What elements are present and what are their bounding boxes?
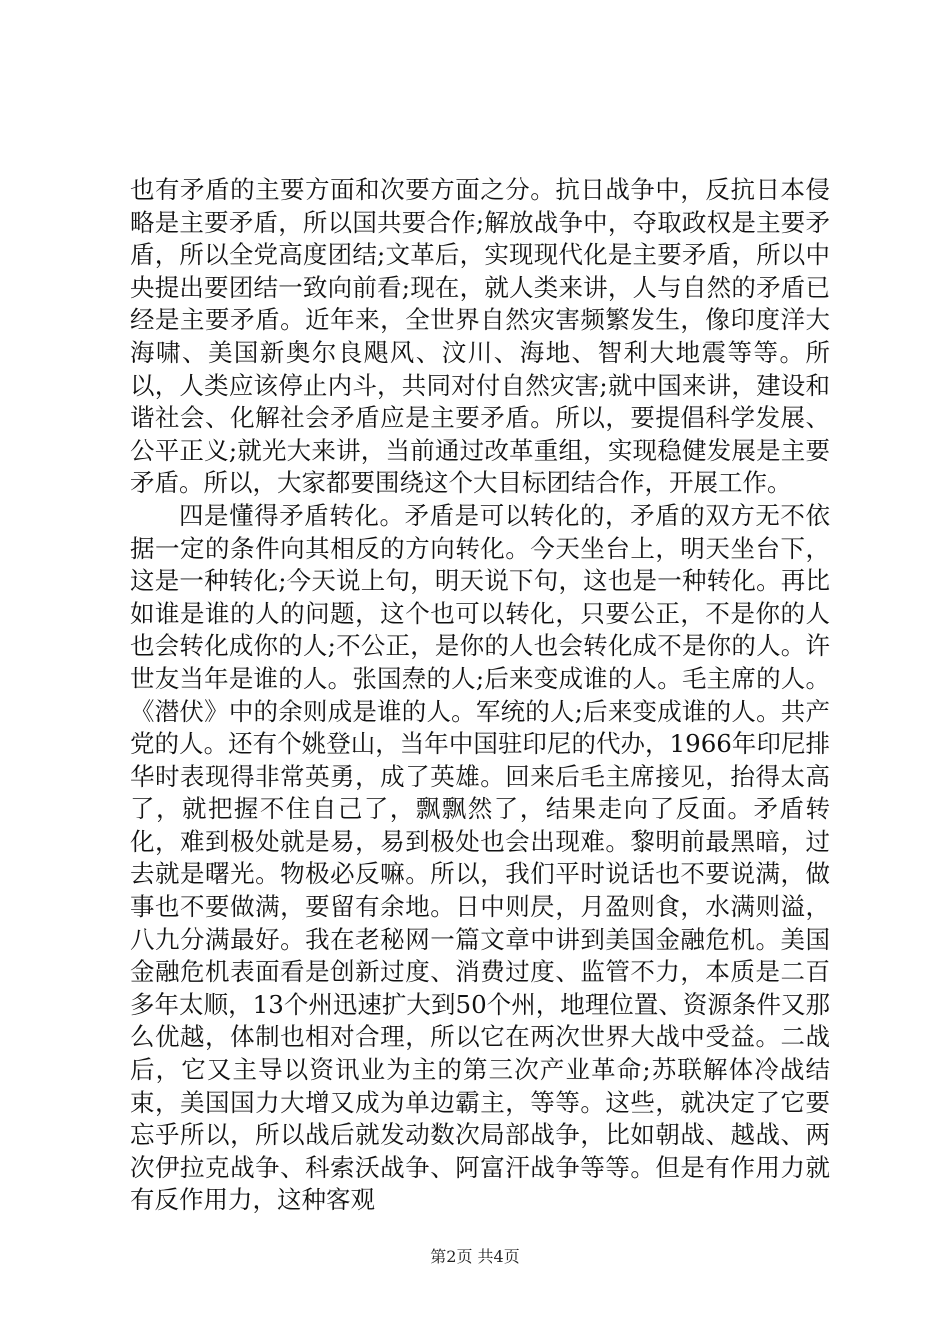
paragraph-1: 也有矛盾的主要方面和次要方面之分。抗日战争中，反抗日本侵略是主要矛盾，所以国共要合作;解放战争中，夺取政权是主要矛盾，所以全党高度团结;文革后，实现现代化是主要矛盾，所以中央提出要团结一致向前看;现在，就人类来讲，人与自然的矛盾已经是主要矛盾。近年来，全世界自然灾害频繁发生，像印度洋大海啸、美国新奥尔良飓风、汶川、海地、智利大地震等等。所以，人类应该停止内斗，共同对付自然灾害;就中国来讲，建设和谐社会、化解社会矛盾应是主要矛盾。所以，要提倡科学发展、公平正义;就光大来讲，当前通过改革重组，实现稳健发展是主要矛盾。所以，大家都要围绕这个大目标团结合作，开展工作。 bbox=[130, 175, 830, 498]
paragraph-2: 四是懂得矛盾转化。矛盾是可以转化的，矛盾的双方无不依据一定的条件向其相反的方向转化。今天坐台上，明天坐台下，这是一种转化;今天说上句，明天说下句，这也是一种转化。再比如谁是谁的人的问题，这个也可以转化，只要公正，不是你的人也会转化成你的人;不公正，是你的人也会转化成不是你的人。许世友当年是谁的人。张国焘的人;后来变成谁的人。毛主席的人。《潜伏》中的余则成是谁的人。军统的人;后来变成谁的人。共产党的人。还有个姚登山，当年中国驻印尼的代办，1966年印尼排华时表现得非常英勇，成了英雄。回来后毛主席接见，抬得太高了，就把握不住自己了，飘飘然了，结果走向了反面。矛盾转化，难到极处就是易，易到极处也会出现难。黎明前最黑暗，过去就是曙光。物极必反嘛。所以，我们平时说话也不要说满，做事也不要做满，要留有余地。日中则昃，月盈则食，水满则溢，八九分满最好。我在老秘网一篇文章中讲到美国金融危机。美国金融危机表面看是创新过度、消费过度、监管不力，本质是二百多年太顺，13个州迅速扩大到50个州，地理位置、资源条件又那么优越，体制也相对合理，所以它在两次世界大战中受益。二战后，它又主导以资讯业为主的第三次产业革命;苏联解体冷战结束，美国国力大增又成为单边霸主，等等。这些，就决定了它要忘乎所以，所以战后就发动数次局部战争，比如朝战、越战、两次伊拉克战争、科索沃战争、阿富汗战争等等。但是有作用力就有反作用力，这种客观 bbox=[130, 500, 830, 1215]
document-body bbox=[130, 174, 830, 1217]
page-footer: 第2页 共4页 bbox=[430, 1247, 520, 1266]
